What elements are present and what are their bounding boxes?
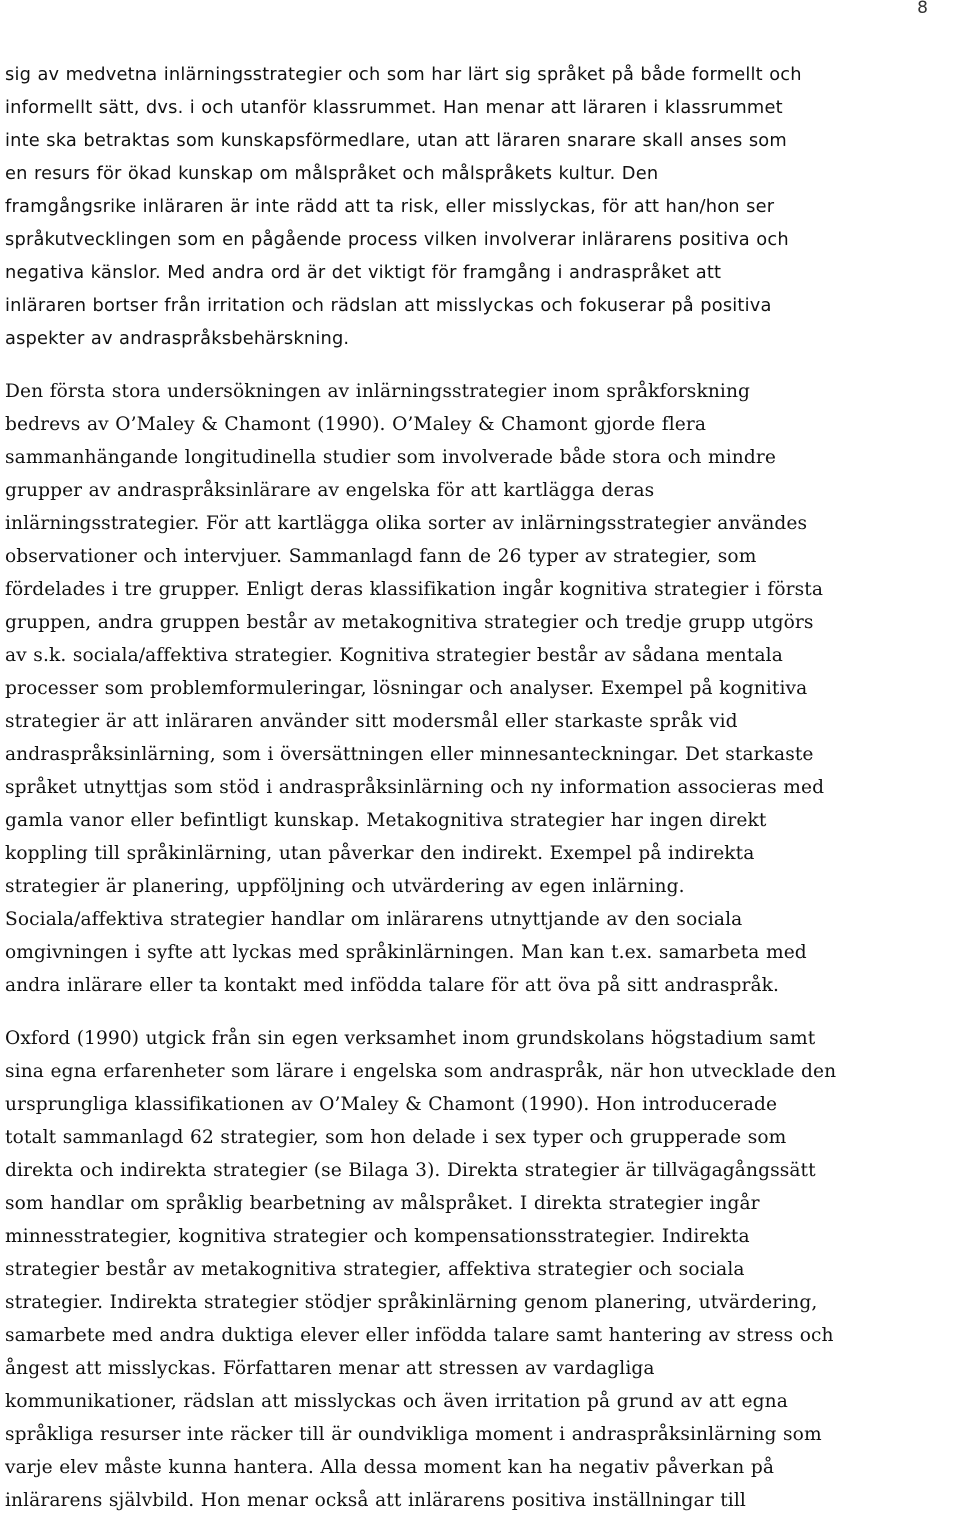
text-line: sammanhängande longitudinella studier som involverade både stora och mindre [5, 447, 776, 468]
text-line: strategier är att inläraren använder sitt modersmål eller starkaste språk vid [5, 711, 738, 732]
text-line: observationer och intervjuer. Sammanlagd fann de 26 typer av strategier, som [5, 546, 757, 567]
page-number: 8 [917, 0, 928, 18]
text-line: strategier består av metakognitiva strategier, affektiva strategier och sociala [5, 1259, 745, 1280]
text-line: strategier. Indirekta strategier stödjer språkinlärning genom planering, utvärdering, [5, 1292, 818, 1313]
text-line: ursprungliga klassifikationen av O’Maley & Chamont (1990). Hon introducerade [5, 1094, 778, 1115]
text-line: framgångsrike inläraren är inte rädd att ta risk, eller misslyckas, för att han/hon ser [5, 196, 775, 217]
text-line: inte ska betraktas som kunskapsförmedlare, utan att läraren snarare skall anses som [5, 130, 787, 151]
text-line: ångest att misslyckas. Författaren menar att stressen av vardagliga [5, 1358, 655, 1379]
text-line: negativa känslor. Med andra ord är det viktigt för framgång i andraspråket att [5, 262, 722, 283]
text-line: grupper av andraspråksinlärare av engelska för att kartlägga deras [5, 480, 655, 501]
text-line: en resurs för ökad kunskap om målspråket och målspråkets kultur. Den [5, 163, 659, 184]
text-line: inläraren bortser från irritation och rädslan att misslyckas och fokuserar på positiva [5, 295, 772, 316]
text-line: processer som problemformuleringar, lösningar och analyser. Exempel på kognitiva [5, 678, 808, 699]
text-line: kommunikationer, rädslan att misslyckas och även irritation på grund av att egna [5, 1391, 788, 1412]
text-line: informellt sätt, dvs. i och utanför klassrummet. Han menar att läraren i klassrummet [5, 97, 783, 118]
text-line: omgivningen i syfte att lyckas med språkinlärningen. Man kan t.ex. samarbeta med [5, 942, 807, 963]
text-line: fördelades i tre grupper. Enligt deras klassifikation ingår kognitiva strategier i första [5, 579, 824, 600]
text-line: sina egna erfarenheter som lärare i engelska som andraspråk, när hon utvecklade den [5, 1061, 837, 1082]
text-line: andraspråksinlärning, som i översättningen eller minnesanteckningar. Det starkaste [5, 744, 814, 765]
text-line: minnesstrategier, kognitiva strategier och kompensationsstrategier. Indirekta [5, 1226, 750, 1247]
text-line: Den första stora undersökningen av inlärningsstrategier inom språkforskning [5, 381, 751, 402]
document-body [5, 58, 955, 1537]
text-line: gamla vanor eller befintligt kunskap. Metakognitiva strategier har ingen direkt [5, 810, 767, 831]
text-line: språkliga resurser inte räcker till är oundvikliga moment i andraspråksinlärning som [5, 1424, 822, 1445]
text-line: av s.k. sociala/affektiva strategier. Kognitiva strategier består av sådana mentala [5, 645, 783, 666]
text-line: språket utnyttjas som stöd i andraspråksinlärning och ny information associeras med [5, 777, 825, 798]
text-line: inlärarens självbild. Hon menar också att inlärarens positiva inställningar till [5, 1490, 746, 1511]
paragraph-2 [5, 375, 955, 1002]
paragraph-1 [5, 58, 955, 355]
text-line: Oxford (1990) utgick från sin egen verksamhet inom grundskolans högstadium samt [5, 1028, 816, 1049]
text-line: Sociala/affektiva strategier handlar om inlärarens utnyttjande av den sociala [5, 909, 743, 930]
text-line: samarbete med andra duktiga elever eller infödda talare samt hantering av stress och [5, 1325, 834, 1346]
text-line: andra inlärare eller ta kontakt med infödda talare för att öva på sitt andraspråk. [5, 975, 780, 996]
text-line: sig av medvetna inlärningsstrategier och som har lärt sig språket på både formellt och [5, 64, 802, 85]
text-line: aspekter av andraspråksbehärskning. [5, 328, 350, 349]
text-line: bedrevs av O’Maley & Chamont (1990). O’Maley & Chamont gjorde flera [5, 414, 707, 435]
text-line: varje elev måste kunna hantera. Alla dessa moment kan ha negativ påverkan på [5, 1457, 775, 1478]
text-line: direkta och indirekta strategier (se Bilaga 3). Direkta strategier är tillvägagångssätt [5, 1160, 816, 1181]
paragraph-3 [5, 1022, 955, 1517]
text-line: strategier är planering, uppföljning och utvärdering av egen inlärning. [5, 876, 685, 897]
text-line: totalt sammanlagd 62 strategier, som hon delade i sex typer och grupperade som [5, 1127, 787, 1148]
text-line: gruppen, andra gruppen består av metakognitiva strategier och tredje grupp utgörs [5, 612, 814, 633]
text-line: som handlar om språklig bearbetning av målspråket. I direkta strategier ingår [5, 1193, 760, 1214]
text-line: inlärningsstrategier. För att kartlägga olika sorter av inlärningsstrategier användes [5, 513, 808, 534]
text-line: språkutvecklingen som en pågående process vilken involverar inlärarens positiva och [5, 229, 789, 250]
text-line: koppling till språkinlärning, utan påverkar den indirekt. Exempel på indirekta [5, 843, 755, 864]
